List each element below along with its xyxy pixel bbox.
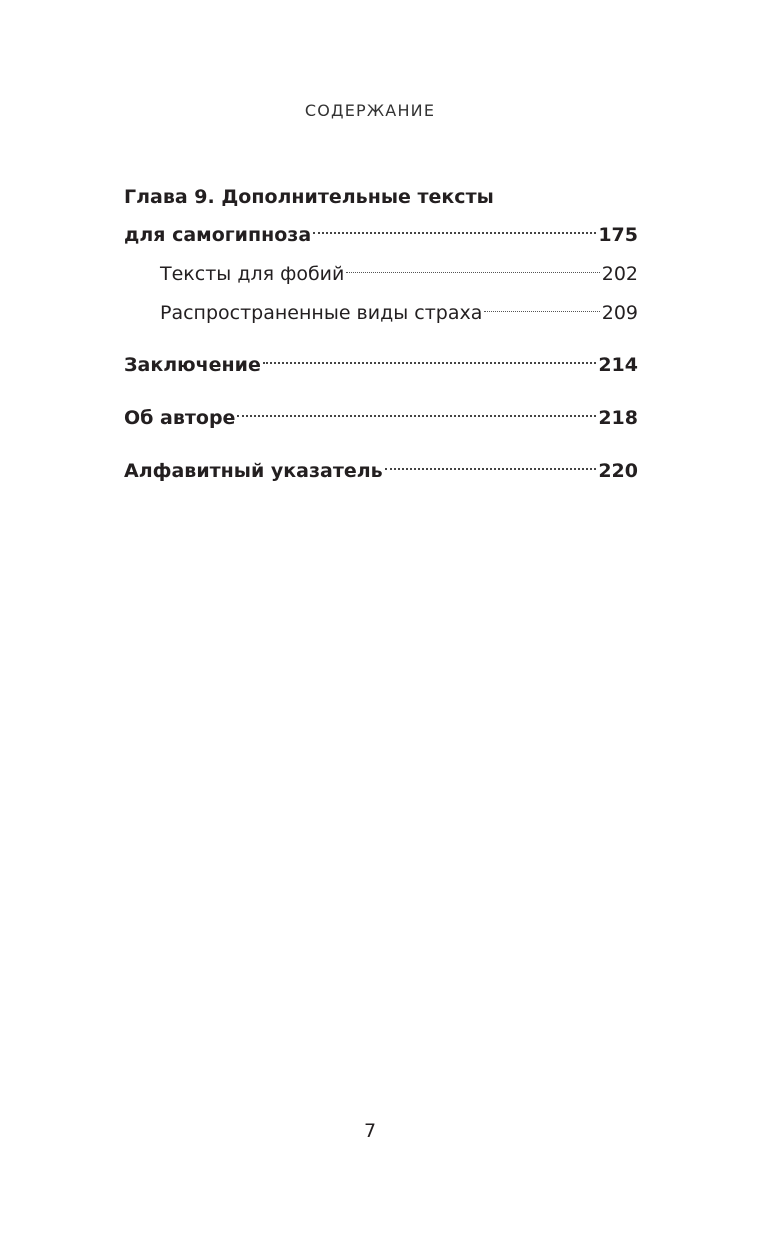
page-number: 7 [363, 1120, 377, 1142]
toc-entry-common-fears[interactable] [124, 290, 638, 324]
toc-entry-page: 175 [598, 224, 638, 246]
toc-entry-page: 218 [598, 407, 638, 429]
dot-leader [484, 290, 599, 319]
toc-entry-chapter-9[interactable] [124, 183, 638, 246]
dot-leader [313, 212, 596, 241]
toc-entry-page: 209 [601, 302, 638, 324]
dot-leader [237, 395, 596, 424]
toc-entry-about-author[interactable] [124, 395, 638, 429]
toc-entry-title: Распространенные виды страха [160, 302, 483, 324]
toc-entry-page: 214 [598, 354, 638, 376]
toc-entry-phobia-texts[interactable] [124, 251, 638, 285]
dot-leader [346, 251, 599, 280]
running-head: СОДЕРЖАНИЕ [304, 101, 436, 120]
toc-entry-page: 220 [598, 460, 638, 482]
toc-entry-title-line2: для самогипноза [124, 224, 312, 246]
toc-entry-title: Тексты для фобий [160, 263, 345, 285]
toc-entry-title: Алфавитный указатель [124, 460, 383, 482]
toc-entry-title: Заключение [124, 354, 261, 376]
table-of-contents [124, 183, 638, 482]
dot-leader [263, 342, 596, 371]
toc-entry-conclusion[interactable] [124, 342, 638, 376]
toc-entry-title-line1: Глава 9. Дополнительные тексты [124, 186, 494, 208]
dot-leader [385, 448, 597, 477]
toc-entry-index[interactable] [124, 448, 638, 482]
toc-entry-page: 202 [601, 263, 638, 285]
toc-entry-title: Об авторе [124, 407, 236, 429]
